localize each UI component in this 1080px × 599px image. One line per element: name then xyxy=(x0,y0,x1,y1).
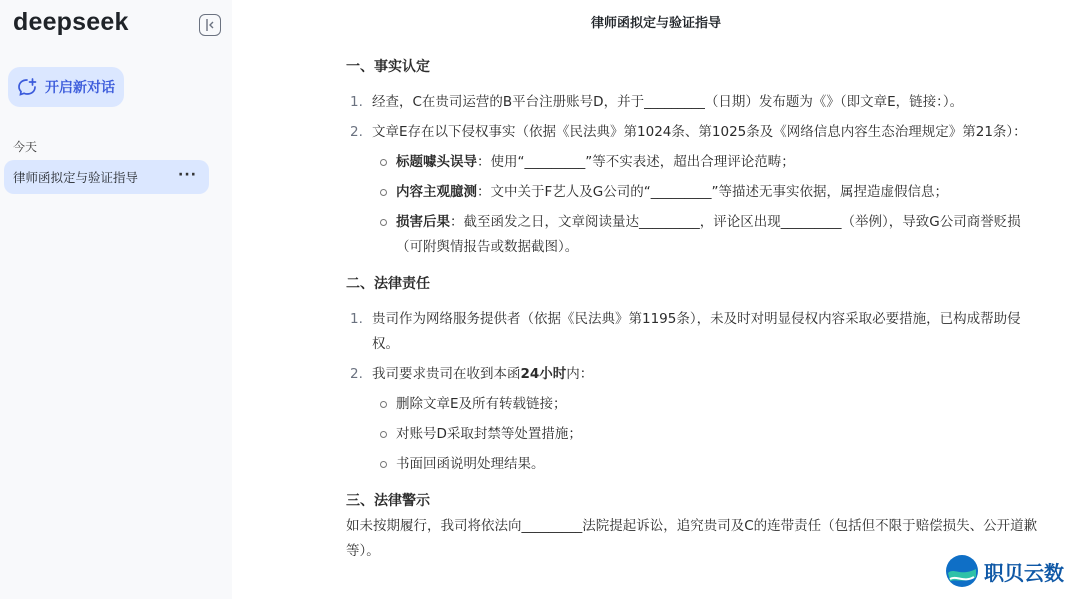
bullet-item xyxy=(372,210,1046,260)
history-section-today: 今天 xyxy=(13,140,38,154)
sidebar xyxy=(0,0,232,599)
bullet-circle-icon xyxy=(380,401,387,408)
watermark xyxy=(944,549,1074,593)
new-chat-label: 开启新对话 xyxy=(45,80,115,96)
ordered-list xyxy=(346,90,1046,260)
bullet-item xyxy=(372,452,1046,477)
bullet-item xyxy=(372,392,1046,417)
bullet-list xyxy=(372,392,1046,477)
bullet-item xyxy=(372,180,1046,205)
more-options-icon[interactable]: ··· xyxy=(178,167,197,183)
section-heading: 一、事实认定 xyxy=(346,59,430,75)
list-number: 2. xyxy=(350,124,363,140)
bullet-circle-icon xyxy=(380,189,387,196)
watermark-logo-icon xyxy=(944,553,980,589)
list-item xyxy=(346,307,1046,357)
bullet-text: 书面回函说明处理结果。 xyxy=(396,456,545,472)
bullet-term: 内容主观臆测 xyxy=(396,184,477,200)
bullet-text: 删除文章E及所有转载链接； xyxy=(396,396,567,412)
bullet-text: ：使用“_________”等不实表述，超出合理评论范畴； xyxy=(477,154,795,170)
list-item-text: 我司要求贵司在收到本函24小时内： xyxy=(372,366,594,382)
list-item xyxy=(346,120,1046,260)
bullet-text: ：文中关于F艺人及G公司的“_________”等描述无事实依据，属捏造虚假信息； xyxy=(477,184,948,200)
list-item-text: 经查，C在贵司运营的B平台注册账号D，并于_________（日期）发布题为《》（即文章E，链接：）。 xyxy=(372,94,964,110)
deepseek-logo[interactable]: deepseek xyxy=(13,8,129,36)
history-item-active[interactable] xyxy=(4,160,209,194)
list-item-text: 贵司作为网络服务提供者（依据《民法典》第1195条），未及时对明显侵权内容采取必要措施，已构成帮助侵权。 xyxy=(372,311,1021,352)
paragraph: 如未按期履行，我司将依法向_________法院提起诉讼，追究贵司及C的连带责任（包括但不限于赔偿损失、公开道歉等）。 xyxy=(346,518,1038,559)
history-item-title: 律师函拟定与验证指导 xyxy=(13,170,139,185)
bullet-list xyxy=(372,150,1046,260)
chat-main xyxy=(232,0,1080,599)
list-number: 1. xyxy=(350,94,363,110)
list-item xyxy=(346,90,1046,115)
bullet-text: 对账号D采取封禁等处置措施； xyxy=(396,426,582,442)
bullet-term: 标题噱头误导 xyxy=(396,154,477,170)
sidebar-collapse-icon xyxy=(203,18,217,32)
list-item xyxy=(346,362,1046,477)
bullet-circle-icon xyxy=(380,159,387,166)
bullet-item xyxy=(372,150,1046,175)
section-heading: 二、法律责任 xyxy=(346,276,430,292)
bullet-circle-icon xyxy=(380,431,387,438)
list-number: 2. xyxy=(350,366,363,382)
bullet-text: ：截至函发之日，文章阅读量达_________，评论区出现_________（举例），导致G公司商誉贬损（可附舆情报告或数据截图）。 xyxy=(396,214,1021,255)
new-chat-icon xyxy=(17,77,37,97)
bullet-circle-icon xyxy=(380,461,387,468)
section-heading: 三、法律警示 xyxy=(346,493,430,509)
new-chat-button[interactable] xyxy=(8,67,124,107)
conversation-title: 律师函拟定与验证指导 xyxy=(590,16,721,31)
list-number: 1. xyxy=(350,311,363,327)
list-item-text: 文章E存在以下侵权事实（依据《民法典》第1024条、第1025条及《网络信息内容生态治理规定》第21条）： xyxy=(372,124,1027,140)
bullet-term: 损害后果 xyxy=(396,214,450,230)
watermark-text: 职贝云数 xyxy=(984,560,1064,585)
bullet-item xyxy=(372,422,1046,447)
message-content xyxy=(346,55,1046,564)
collapse-sidebar-button[interactable] xyxy=(199,14,221,36)
ordered-list xyxy=(346,307,1046,477)
bullet-circle-icon xyxy=(380,219,387,226)
